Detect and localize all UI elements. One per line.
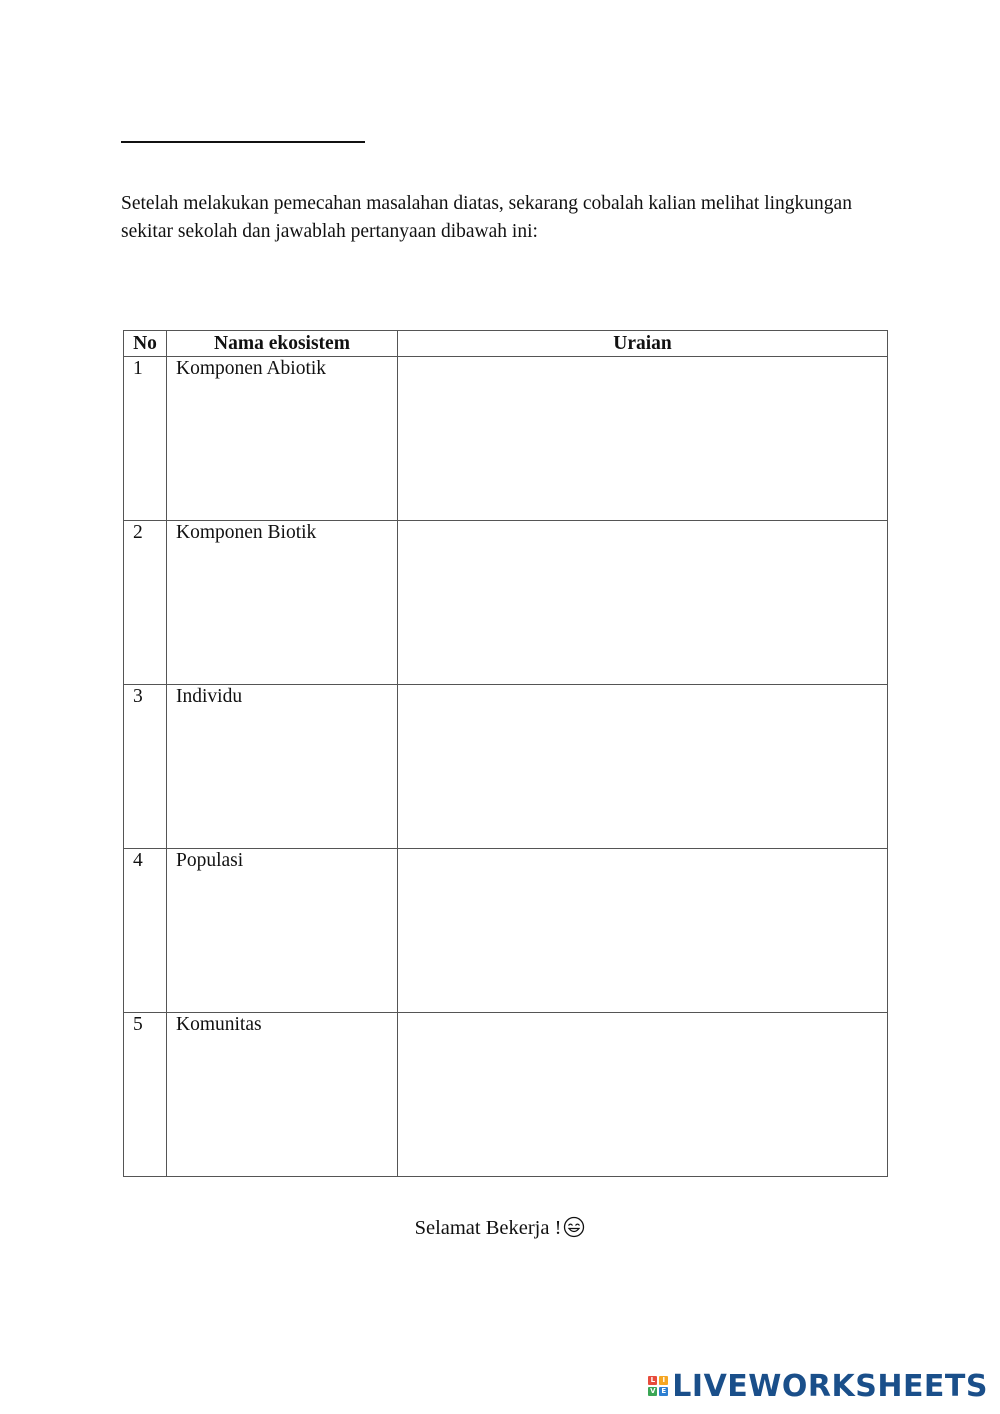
row-name: Individu: [167, 685, 398, 849]
logo-tile: L: [648, 1376, 657, 1385]
table-header-row: [124, 331, 888, 357]
logo-tile: E: [659, 1387, 668, 1396]
logo-tile: V: [650, 1387, 656, 1395]
table-row: [124, 685, 888, 849]
liveworksheets-logo: [648, 1368, 988, 1404]
header-no: No: [124, 331, 167, 357]
row-number: 4: [124, 849, 167, 1013]
instruction-text: Setelah melakukan pemecahan masalahan diatas, sekarang cobalah kalian melihat lingkungan sekitar sekolah dan jawablah pertanyaan dibawah ini:: [121, 193, 852, 242]
table-row: [124, 521, 888, 685]
closing-text: Selamat Bekerja !: [414, 1217, 562, 1239]
row-name: Komunitas: [167, 1013, 398, 1177]
header-uraian: Uraian: [398, 331, 888, 357]
table-row: [124, 849, 888, 1013]
header-name: Nama ekosistem: [167, 331, 398, 357]
answer-cell[interactable]: [398, 357, 888, 521]
table-row: [124, 1013, 888, 1177]
name-line: [121, 141, 365, 143]
table-row: [124, 357, 888, 521]
brand-name: LIVEWORKSHEETS: [672, 1368, 988, 1404]
answer-cell[interactable]: [398, 849, 888, 1013]
row-name: Populasi: [167, 849, 398, 1013]
row-number: 3: [124, 685, 167, 849]
answer-cell[interactable]: [398, 1013, 888, 1177]
smiling-face-icon: [563, 1216, 585, 1244]
row-number: 1: [124, 357, 167, 521]
row-number: 5: [124, 1013, 167, 1177]
logo-tile: I: [659, 1376, 668, 1385]
row-name: Komponen Biotik: [167, 521, 398, 685]
row-number: 2: [124, 521, 167, 685]
logo-tiles-icon: [648, 1376, 668, 1396]
closing-message: [0, 1216, 1000, 1244]
answer-cell[interactable]: [398, 521, 888, 685]
row-name: Komponen Abiotik: [167, 357, 398, 521]
answer-cell[interactable]: [398, 685, 888, 849]
ecosystem-table: [123, 330, 888, 1177]
